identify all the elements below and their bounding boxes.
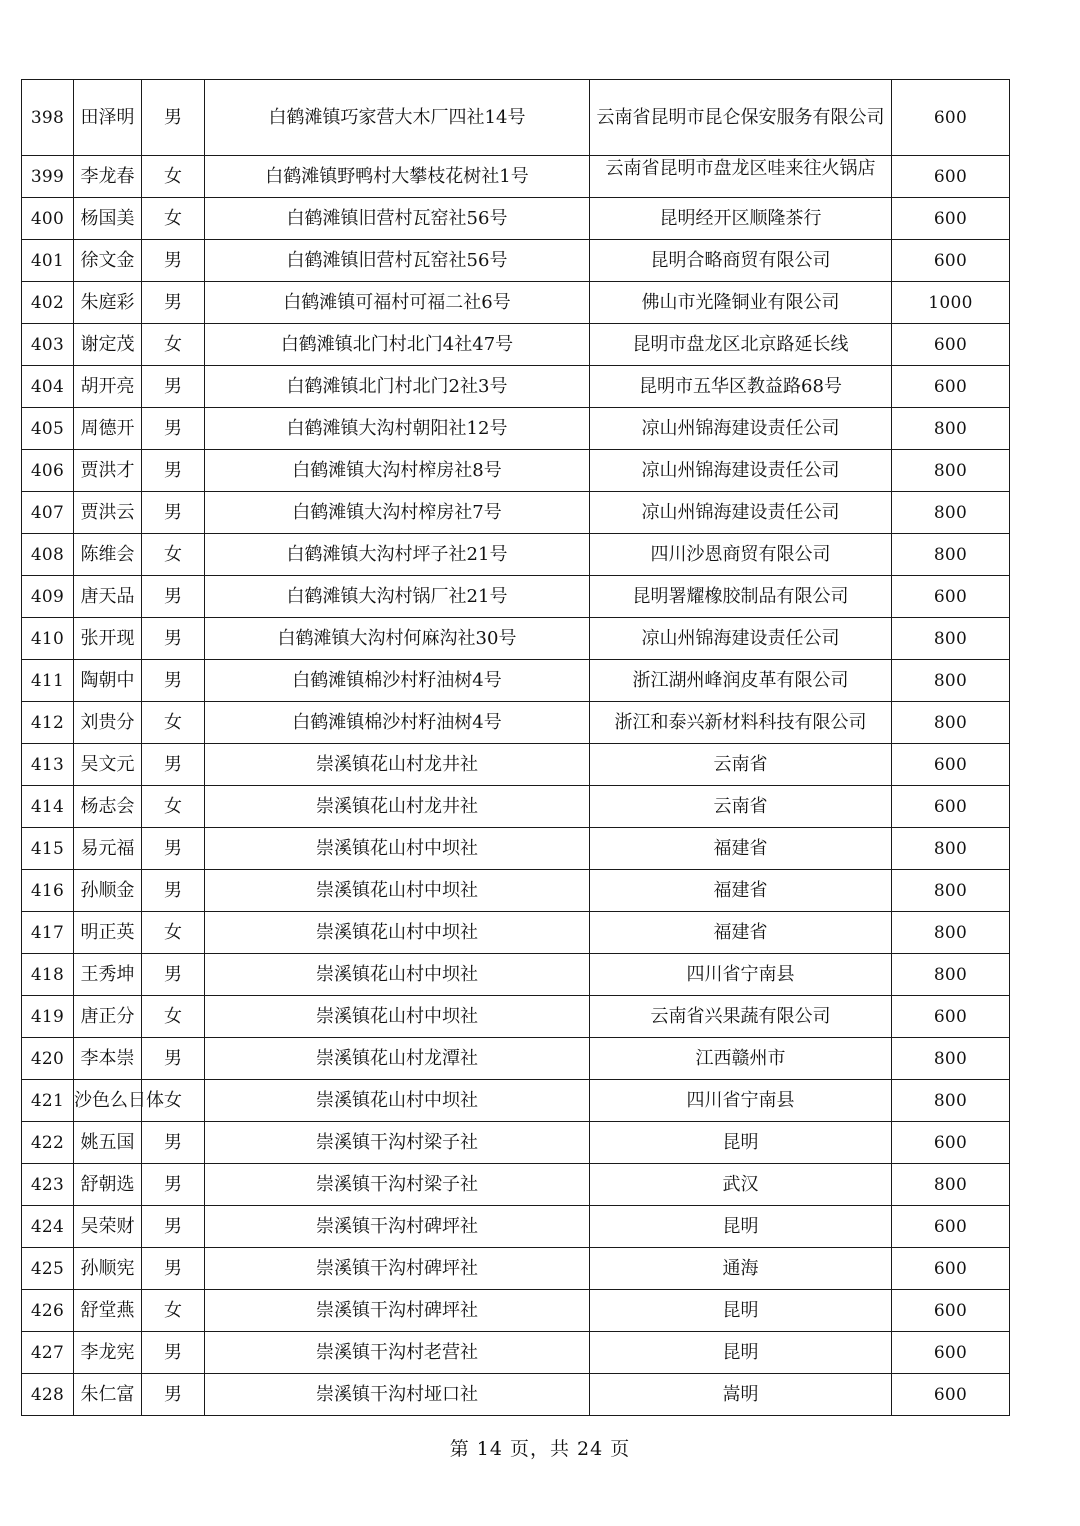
- row-sex: 女: [142, 324, 205, 366]
- row-employer: 昆明: [590, 1290, 892, 1332]
- table-row: [22, 912, 1010, 954]
- row-number: 399: [22, 156, 74, 198]
- row-amount: 600: [892, 80, 1010, 156]
- row-address: 崇溪镇干沟村老营社: [205, 1332, 590, 1374]
- row-amount: 800: [892, 702, 1010, 744]
- row-sex: 女: [142, 1290, 205, 1332]
- row-employer: [590, 156, 892, 198]
- table-row: [22, 618, 1010, 660]
- row-sex: 男: [142, 282, 205, 324]
- row-amount: 800: [892, 1038, 1010, 1080]
- row-address: 白鹤滩镇野鸭村大攀枝花树社1号: [205, 156, 590, 198]
- row-sex: 男: [142, 450, 205, 492]
- row-employer: 昆明: [590, 1332, 892, 1374]
- row-amount: 800: [892, 954, 1010, 996]
- row-name: 李龙宪: [74, 1332, 142, 1374]
- row-name: 唐正分: [74, 996, 142, 1038]
- row-number: 416: [22, 870, 74, 912]
- row-amount: 800: [892, 870, 1010, 912]
- row-address: 白鹤滩镇旧营村瓦窑社56号: [205, 240, 590, 282]
- row-number: 407: [22, 492, 74, 534]
- row-number: 419: [22, 996, 74, 1038]
- row-name: 张开现: [74, 618, 142, 660]
- row-number: 411: [22, 660, 74, 702]
- table-row: [22, 1332, 1010, 1374]
- row-name: 杨国美: [74, 198, 142, 240]
- table-row: [22, 576, 1010, 618]
- table-row: [22, 408, 1010, 450]
- row-number: 409: [22, 576, 74, 618]
- table-row: [22, 324, 1010, 366]
- row-amount: 600: [892, 996, 1010, 1038]
- table-row: [22, 198, 1010, 240]
- row-address: 崇溪镇干沟村梁子社: [205, 1122, 590, 1164]
- row-sex: 男: [142, 1164, 205, 1206]
- row-number: 408: [22, 534, 74, 576]
- row-amount: 800: [892, 450, 1010, 492]
- row-employer: 凉山州锦海建设责任公司: [590, 618, 892, 660]
- row-address: 崇溪镇干沟村垭口社: [205, 1374, 590, 1416]
- table-row: [22, 870, 1010, 912]
- row-name: 沙色么日体: [74, 1080, 142, 1122]
- row-amount: 600: [892, 1122, 1010, 1164]
- row-employer: 昆明署耀橡胶制品有限公司: [590, 576, 892, 618]
- row-name: 陶朝中: [74, 660, 142, 702]
- row-number: 427: [22, 1332, 74, 1374]
- table-row: [22, 450, 1010, 492]
- row-address: 白鹤滩镇大沟村榨房社7号: [205, 492, 590, 534]
- row-name: 朱仁富: [74, 1374, 142, 1416]
- row-sex: 男: [142, 1374, 205, 1416]
- row-employer: 浙江和泰兴新材料科技有限公司: [590, 702, 892, 744]
- row-name: 姚五国: [74, 1122, 142, 1164]
- row-sex: 男: [142, 828, 205, 870]
- row-number: 421: [22, 1080, 74, 1122]
- row-name: 孙顺宪: [74, 1248, 142, 1290]
- row-number: 398: [22, 80, 74, 156]
- row-address: 崇溪镇花山村中坝社: [205, 996, 590, 1038]
- employer-clipped-text: 云南省昆明市盘龙区哇来往火锅店: [605, 158, 876, 179]
- row-name: 周德开: [74, 408, 142, 450]
- row-number: 417: [22, 912, 74, 954]
- row-name: 刘贵分: [74, 702, 142, 744]
- row-name: 易元福: [74, 828, 142, 870]
- row-number: 406: [22, 450, 74, 492]
- row-amount: 800: [892, 492, 1010, 534]
- row-employer: 云南省: [590, 744, 892, 786]
- row-address: 崇溪镇花山村龙井社: [205, 786, 590, 828]
- row-sex: 男: [142, 576, 205, 618]
- row-employer: 通海: [590, 1248, 892, 1290]
- row-name: 胡开亮: [74, 366, 142, 408]
- table-row: [22, 1374, 1010, 1416]
- row-number: 405: [22, 408, 74, 450]
- row-name: 孙顺金: [74, 870, 142, 912]
- row-sex: 女: [142, 1080, 205, 1122]
- row-amount: 600: [892, 1332, 1010, 1374]
- row-sex: 女: [142, 534, 205, 576]
- table-row: [22, 1038, 1010, 1080]
- row-address: 白鹤滩镇北门村北门2社3号: [205, 366, 590, 408]
- row-employer: 云南省: [590, 786, 892, 828]
- row-sex: 男: [142, 870, 205, 912]
- row-sex: 男: [142, 80, 205, 156]
- row-number: 424: [22, 1206, 74, 1248]
- row-number: 414: [22, 786, 74, 828]
- row-employer: 福建省: [590, 912, 892, 954]
- row-name: 田泽明: [74, 80, 142, 156]
- row-name: 吴荣财: [74, 1206, 142, 1248]
- row-sex: 女: [142, 786, 205, 828]
- row-sex: 女: [142, 996, 205, 1038]
- row-employer: 福建省: [590, 828, 892, 870]
- table-row: [22, 702, 1010, 744]
- row-amount: 800: [892, 828, 1010, 870]
- row-amount: 600: [892, 576, 1010, 618]
- row-amount: 600: [892, 198, 1010, 240]
- row-sex: 女: [142, 702, 205, 744]
- row-employer: 昆明合略商贸有限公司: [590, 240, 892, 282]
- row-address: 崇溪镇花山村中坝社: [205, 828, 590, 870]
- row-sex: 男: [142, 618, 205, 660]
- row-number: 422: [22, 1122, 74, 1164]
- row-sex: 男: [142, 408, 205, 450]
- table-row: [22, 1248, 1010, 1290]
- row-number: 418: [22, 954, 74, 996]
- row-name: 杨志会: [74, 786, 142, 828]
- table-row: [22, 1206, 1010, 1248]
- row-number: 423: [22, 1164, 74, 1206]
- table-row: [22, 534, 1010, 576]
- row-name: 王秀坤: [74, 954, 142, 996]
- row-address: 崇溪镇花山村龙井社: [205, 744, 590, 786]
- table-row: [22, 1122, 1010, 1164]
- row-address: 白鹤滩镇大沟村何麻沟社30号: [205, 618, 590, 660]
- row-employer: 凉山州锦海建设责任公司: [590, 492, 892, 534]
- row-sex: 女: [142, 198, 205, 240]
- row-sex: 男: [142, 1206, 205, 1248]
- row-employer: 浙江湖州峰润皮革有限公司: [590, 660, 892, 702]
- table-row: [22, 744, 1010, 786]
- row-sex: 男: [142, 1332, 205, 1374]
- row-employer: 昆明市五华区教益路68号: [590, 366, 892, 408]
- row-amount: 800: [892, 1080, 1010, 1122]
- row-number: 410: [22, 618, 74, 660]
- row-sex: 男: [142, 1038, 205, 1080]
- row-name: 舒朝选: [74, 1164, 142, 1206]
- row-amount: 800: [892, 408, 1010, 450]
- table-row: [22, 828, 1010, 870]
- row-amount: 600: [892, 744, 1010, 786]
- row-address: 崇溪镇花山村中坝社: [205, 870, 590, 912]
- table-row: [22, 996, 1010, 1038]
- row-name: 唐天品: [74, 576, 142, 618]
- row-sex: 男: [142, 954, 205, 996]
- row-number: 428: [22, 1374, 74, 1416]
- row-number: 400: [22, 198, 74, 240]
- row-employer: 云南省昆明市昆仑保安服务有限公司: [590, 80, 892, 156]
- row-employer: 福建省: [590, 870, 892, 912]
- row-amount: 600: [892, 366, 1010, 408]
- row-sex: 女: [142, 156, 205, 198]
- row-amount: 800: [892, 618, 1010, 660]
- row-number: 404: [22, 366, 74, 408]
- row-sex: 男: [142, 492, 205, 534]
- page-footer: 第 14 页，共 24 页: [449, 1438, 631, 1460]
- row-amount: 600: [892, 786, 1010, 828]
- table-row: [22, 80, 1010, 156]
- row-name: 明正英: [74, 912, 142, 954]
- row-address: 崇溪镇花山村中坝社: [205, 1080, 590, 1122]
- row-sex: 男: [142, 240, 205, 282]
- table-row: [22, 1290, 1010, 1332]
- row-name: 贾洪才: [74, 450, 142, 492]
- row-name: 李龙春: [74, 156, 142, 198]
- row-number: 412: [22, 702, 74, 744]
- row-amount: 800: [892, 660, 1010, 702]
- row-amount: 800: [892, 534, 1010, 576]
- row-amount: 600: [892, 1374, 1010, 1416]
- row-employer: 四川沙恩商贸有限公司: [590, 534, 892, 576]
- row-name: 李本崇: [74, 1038, 142, 1080]
- row-employer: 江西赣州市: [590, 1038, 892, 1080]
- row-name: 贾洪云: [74, 492, 142, 534]
- row-address: 白鹤滩镇北门村北门4社47号: [205, 324, 590, 366]
- table-row: [22, 1080, 1010, 1122]
- row-employer: 凉山州锦海建设责任公司: [590, 408, 892, 450]
- row-amount: 600: [892, 1206, 1010, 1248]
- row-address: 白鹤滩镇巧家营大木厂四社14号: [205, 80, 590, 156]
- row-address: 崇溪镇花山村中坝社: [205, 912, 590, 954]
- row-address: 白鹤滩镇大沟村坪子社21号: [205, 534, 590, 576]
- table-row: [22, 282, 1010, 324]
- row-employer: 四川省宁南县: [590, 954, 892, 996]
- row-sex: 男: [142, 744, 205, 786]
- row-name: 朱庭彩: [74, 282, 142, 324]
- row-number: 425: [22, 1248, 74, 1290]
- row-address: 崇溪镇干沟村碑坪社: [205, 1248, 590, 1290]
- row-amount: 800: [892, 912, 1010, 954]
- row-name: 舒堂燕: [74, 1290, 142, 1332]
- row-amount: 1000: [892, 282, 1010, 324]
- row-name: 谢定茂: [74, 324, 142, 366]
- row-number: 415: [22, 828, 74, 870]
- row-amount: 800: [892, 1164, 1010, 1206]
- row-name: 徐文金: [74, 240, 142, 282]
- row-employer: 云南省兴果蔬有限公司: [590, 996, 892, 1038]
- row-address: 崇溪镇花山村中坝社: [205, 954, 590, 996]
- row-sex: 男: [142, 660, 205, 702]
- row-amount: 600: [892, 240, 1010, 282]
- row-amount: 600: [892, 324, 1010, 366]
- row-employer: 昆明经开区顺隆茶行: [590, 198, 892, 240]
- row-sex: 女: [142, 912, 205, 954]
- row-number: 402: [22, 282, 74, 324]
- row-employer: 凉山州锦海建设责任公司: [590, 450, 892, 492]
- roster-table: [21, 79, 1010, 1416]
- row-address: 崇溪镇干沟村碑坪社: [205, 1206, 590, 1248]
- row-employer: 昆明: [590, 1206, 892, 1248]
- row-employer: 嵩明: [590, 1374, 892, 1416]
- row-sex: 男: [142, 366, 205, 408]
- row-employer: 四川省宁南县: [590, 1080, 892, 1122]
- row-sex: 男: [142, 1122, 205, 1164]
- row-address: 白鹤滩镇可福村可福二社6号: [205, 282, 590, 324]
- row-number: 420: [22, 1038, 74, 1080]
- row-employer: 武汉: [590, 1164, 892, 1206]
- row-name: 吴文元: [74, 744, 142, 786]
- row-employer: 佛山市光隆铜业有限公司: [590, 282, 892, 324]
- table-row: [22, 660, 1010, 702]
- table-row: [22, 786, 1010, 828]
- row-number: 426: [22, 1290, 74, 1332]
- row-amount: 600: [892, 1290, 1010, 1332]
- row-address: 崇溪镇花山村龙潭社: [205, 1038, 590, 1080]
- row-address: 白鹤滩镇棉沙村籽油树4号: [205, 660, 590, 702]
- table-row: [22, 492, 1010, 534]
- row-employer: 昆明: [590, 1122, 892, 1164]
- table-row: [22, 1164, 1010, 1206]
- table-row: [22, 954, 1010, 996]
- row-address: 白鹤滩镇大沟村朝阳社12号: [205, 408, 590, 450]
- row-address: 崇溪镇干沟村碑坪社: [205, 1290, 590, 1332]
- row-number: 401: [22, 240, 74, 282]
- row-address: 白鹤滩镇旧营村瓦窑社56号: [205, 198, 590, 240]
- table-row: [22, 240, 1010, 282]
- table-row: [22, 156, 1010, 198]
- row-address: 白鹤滩镇棉沙村籽油树4号: [205, 702, 590, 744]
- row-number: 413: [22, 744, 74, 786]
- row-number: 403: [22, 324, 74, 366]
- row-amount: 600: [892, 156, 1010, 198]
- row-address: 白鹤滩镇大沟村锅厂社21号: [205, 576, 590, 618]
- row-amount: 600: [892, 1248, 1010, 1290]
- row-sex: 男: [142, 1248, 205, 1290]
- row-name: 陈维会: [74, 534, 142, 576]
- row-address: 白鹤滩镇大沟村榨房社8号: [205, 450, 590, 492]
- row-employer: 昆明市盘龙区北京路延长线: [590, 324, 892, 366]
- table-row: [22, 366, 1010, 408]
- row-address: 崇溪镇干沟村梁子社: [205, 1164, 590, 1206]
